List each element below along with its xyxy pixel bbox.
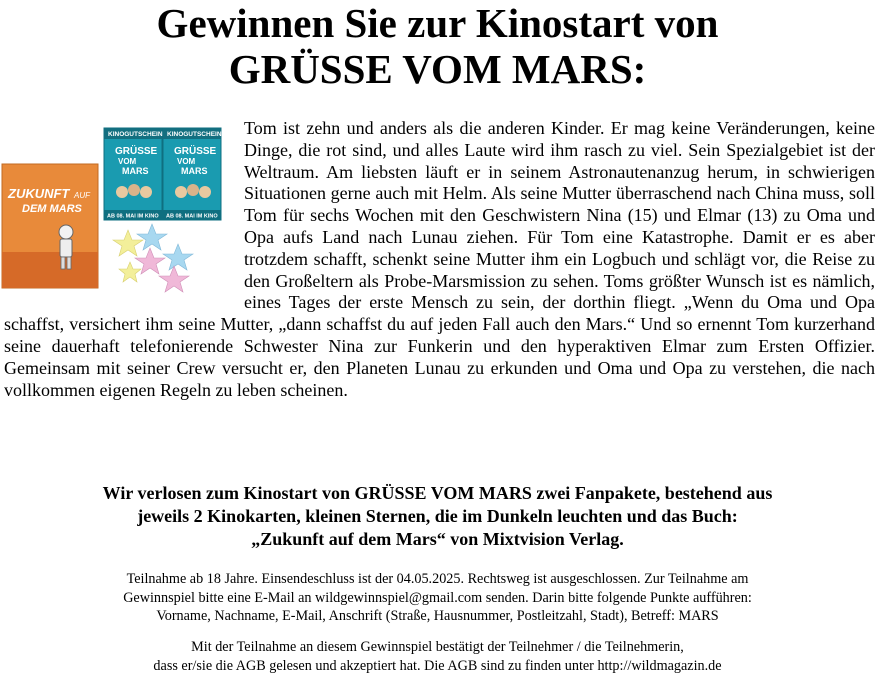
story-body: Tom ist zehn und anders als die anderen Kinder. Er mag keine Veränderungen, keine Dinge, die rot sind, und alles Laute wird ihm rasch zu viel. Sein Spezialgebiet ist der Weltraum. Am liebsten läuft er in seinem Astronautenanzug herum, in schwierigen Situationen gerne auch mit Helm. Als seine Mutter überraschend nach China muss, soll Tom für sechs Wochen mit den Geschwistern Nina (15) und Elmar (13) zu Oma und Opa aufs Land nach Lunau ziehen. Für Tom eine Katastrophe. Damit er es aber trotzdem schafft, schenkt seine Mutter ihm ein Logbuch und schlägt vor, die Reise zu den Großeltern als Probe-Marsmission zu sehen. Toms größter Wunsch ist es nämlich, eines Tages der erste Mensch zu sein, der dorthin fliegt. „Wenn du Oma und Opa schaffst, versichert ihm seine Mutter, „dann schaffst du auf jeden Fall auch den Mars.“ Und so ernennt Tom kurzerhand seine dauerhaft telefonierende Schwester Nina zur Funkerin und den hyperaktiven Elmar zum Ersten Offizier. Gemeinsam mit seiner Crew versucht er, den Planeten Lunau zu erkunden und Oma und Opa zu verstehen, die nach vollkommen eigenen Regeln zu leben scheinen. <box>4 118 875 400</box>
book-title-3: DEM MARS <box>22 203 82 215</box>
story-text <box>4 118 875 401</box>
title-line-1: Gewinnen Sie zur Kinostart von <box>156 0 719 46</box>
svg-text:GRÜSSE: GRÜSSE <box>174 146 217 157</box>
svg-text:MARS: MARS <box>122 166 149 176</box>
agb-line-2: dass er/sie die AGB gelesen und akzeptiert hat. Die AGB sind zu finden unter http://wildmagazin.de <box>153 657 722 674</box>
svg-text:KINOGUTSCHEIN: KINOGUTSCHEIN <box>167 131 222 138</box>
svg-text:GRÜSSE: GRÜSSE <box>115 146 158 157</box>
prize-line-1: Wir verlosen zum Kinostart von GRÜSSE VOM MARS zwei Fanpakete, bestehend aus <box>102 483 773 503</box>
svg-text:VOM: VOM <box>118 157 137 166</box>
prize-line-2: jeweils 2 Kinokarten, kleinen Sternen, die im Dunkeln leuchten und das Buch: <box>137 506 738 526</box>
svg-text:AB 08. MAI IM KINO: AB 08. MAI IM KINO <box>107 213 159 220</box>
agb-notice <box>0 638 875 675</box>
prize-announcement <box>0 482 875 551</box>
participation-terms <box>0 570 875 626</box>
terms-line-2: Gewinnspiel bitte eine E-Mail an wildgewinnspiel@gmail.com senden. Darin bitte folgende Punkte aufführen: <box>123 589 752 606</box>
title-line-2: GRÜSSE VOM MARS: <box>228 46 647 92</box>
terms-line-1: Teilnahme ab 18 Jahre. Einsendeschluss ist der 04.05.2025. Rechtsweg ist ausgeschlossen. Zur Teilnahme am <box>126 571 749 587</box>
image-spacer <box>4 118 244 313</box>
book-title-2: AUF <box>74 191 90 200</box>
svg-text:KINOGUTSCHEIN: KINOGUTSCHEIN <box>108 131 163 138</box>
prize-line-3: „Zukunft auf dem Mars“ von Mixtvision Verlag. <box>251 529 624 549</box>
agb-line-1: Mit der Teilnahme an diesem Gewinnspiel bestätigt der Teilnehmer / die Teilnehmerin, <box>191 639 684 655</box>
terms-line-3: Vorname, Nachname, E-Mail, Anschrift (Straße, Hausnummer, Postleitzahl, Stadt), Betreff: MARS <box>156 608 719 624</box>
svg-text:AB 08. MAI IM KINO: AB 08. MAI IM KINO <box>166 213 218 220</box>
svg-text:MARS: MARS <box>181 166 208 176</box>
svg-text:VOM: VOM <box>177 157 196 166</box>
page-title <box>0 0 875 92</box>
book-title-1: ZUKUNFT <box>8 186 70 201</box>
